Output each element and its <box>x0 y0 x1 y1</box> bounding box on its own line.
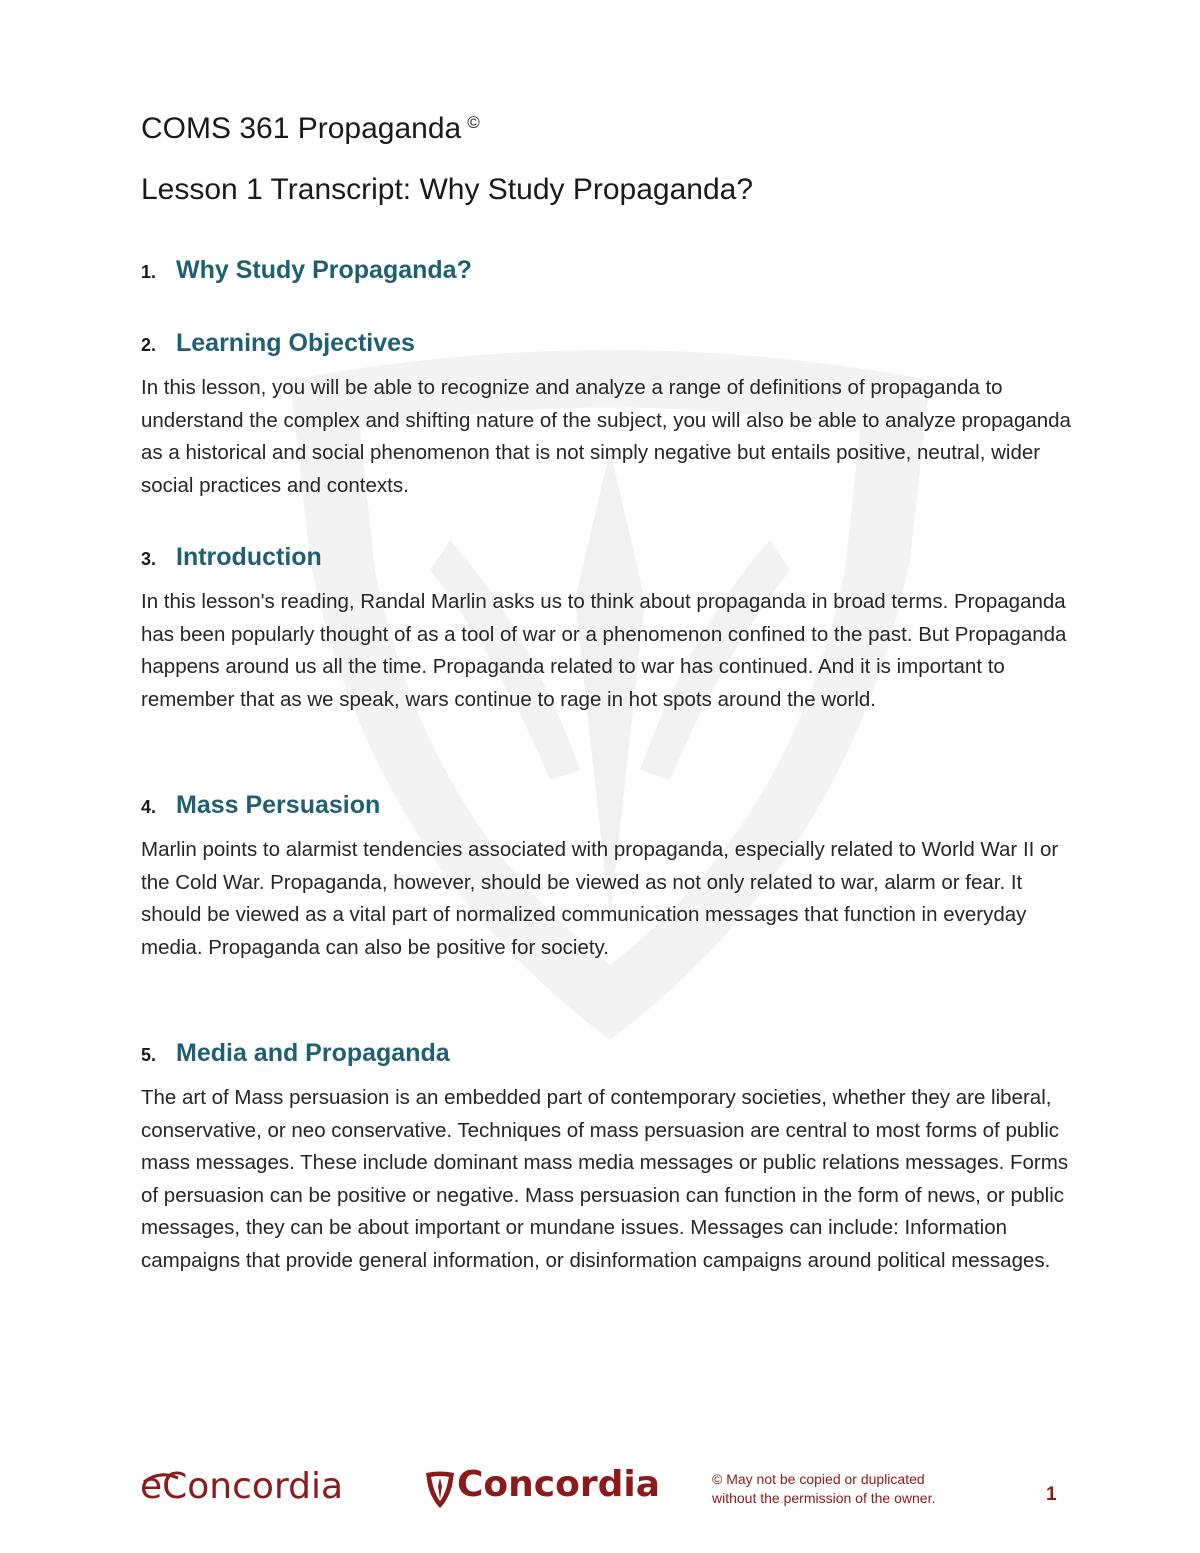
section-heading <box>141 543 1071 572</box>
copyright-notice-line2: without the permission of the owner. <box>712 1490 936 1506</box>
section-paragraph: In this lesson's reading, Randal Marlin asks us to think about propaganda in broad terms. Propaganda has been popularly thought of as a tool of war or a phenomenon confined to the past. But Propaganda happens around us all the time. Propaganda related to war has continued. And it is important to remember that as we speak, wars continue to rage in hot spots around the world. <box>141 590 1067 711</box>
lesson-title: Lesson 1 Transcript: Why Study Propaganda? <box>141 173 754 206</box>
section-title: Mass Persuasion <box>176 791 381 819</box>
section-media-and-propaganda <box>141 1039 1071 1277</box>
econcordia-logo <box>140 1468 376 1512</box>
concordia-logo-text: Concordia <box>457 1464 661 1505</box>
document-title <box>141 112 480 146</box>
page-number: 1 <box>1046 1484 1057 1505</box>
section-number: 4. <box>141 797 157 817</box>
copyright-notice <box>712 1470 935 1508</box>
copyright-notice-line1: © May not be copied or duplicated <box>712 1471 925 1487</box>
section-learning-objectives <box>141 329 1071 502</box>
section-title: Learning Objectives <box>176 329 415 357</box>
concordia-shield-icon <box>425 1470 455 1510</box>
section-number: 2. <box>141 335 157 355</box>
section-title: Media and Propaganda <box>176 1039 450 1067</box>
section-paragraph: Marlin points to alarmist tendencies associated with propaganda, especially related to World War II or the Cold War. Propaganda, however, should be viewed as not only related to war, alarm or fear. It should be viewed as a vital part of normalized communication messages that function in everyday media. Propaganda can also be positive for society. <box>141 838 1059 959</box>
section-heading <box>141 329 1071 358</box>
concordia-logo <box>425 1466 665 1514</box>
section-mass-persuasion <box>141 791 1071 964</box>
copyright-symbol: © <box>467 113 480 132</box>
section-heading <box>141 1039 1071 1068</box>
section-number: 1. <box>141 262 157 282</box>
section-heading <box>141 256 1071 285</box>
section-title: Introduction <box>176 543 322 571</box>
section-paragraph: In this lesson, you will be able to recognize and analyze a range of definitions of propaganda to understand the complex and shifting nature of the subject, you will also be able to analyze propaganda as a historical and social phenomenon that is not simply negative but entails positive, neutral, wider social practices and contexts. <box>141 376 1071 497</box>
econcordia-logo-text: eConcordia <box>140 1466 344 1507</box>
page-footer <box>0 1450 1200 1530</box>
course-title: COMS 361 Propaganda <box>141 112 462 145</box>
section-introduction <box>141 543 1071 716</box>
section-paragraph: The art of Mass persuasion is an embedded part of contemporary societies, whether they are liberal, conservative, or neo conservative. Techniques of mass persuasion are central to most forms of public mass messages. These include dominant mass media messages or public relations messages. Forms of persuasion can be positive or negative. Mass persuasion can function in the form of news, or public messages, they can be about important or mundane issues. Messages can include: Information campaigns that provide general information, or disinformation campaigns around political messages. <box>141 1086 1069 1272</box>
section-number: 3. <box>141 549 157 569</box>
section-heading <box>141 791 1071 820</box>
section-why-study <box>141 256 1071 285</box>
section-number: 5. <box>141 1045 157 1065</box>
section-title: Why Study Propaganda? <box>176 256 472 284</box>
